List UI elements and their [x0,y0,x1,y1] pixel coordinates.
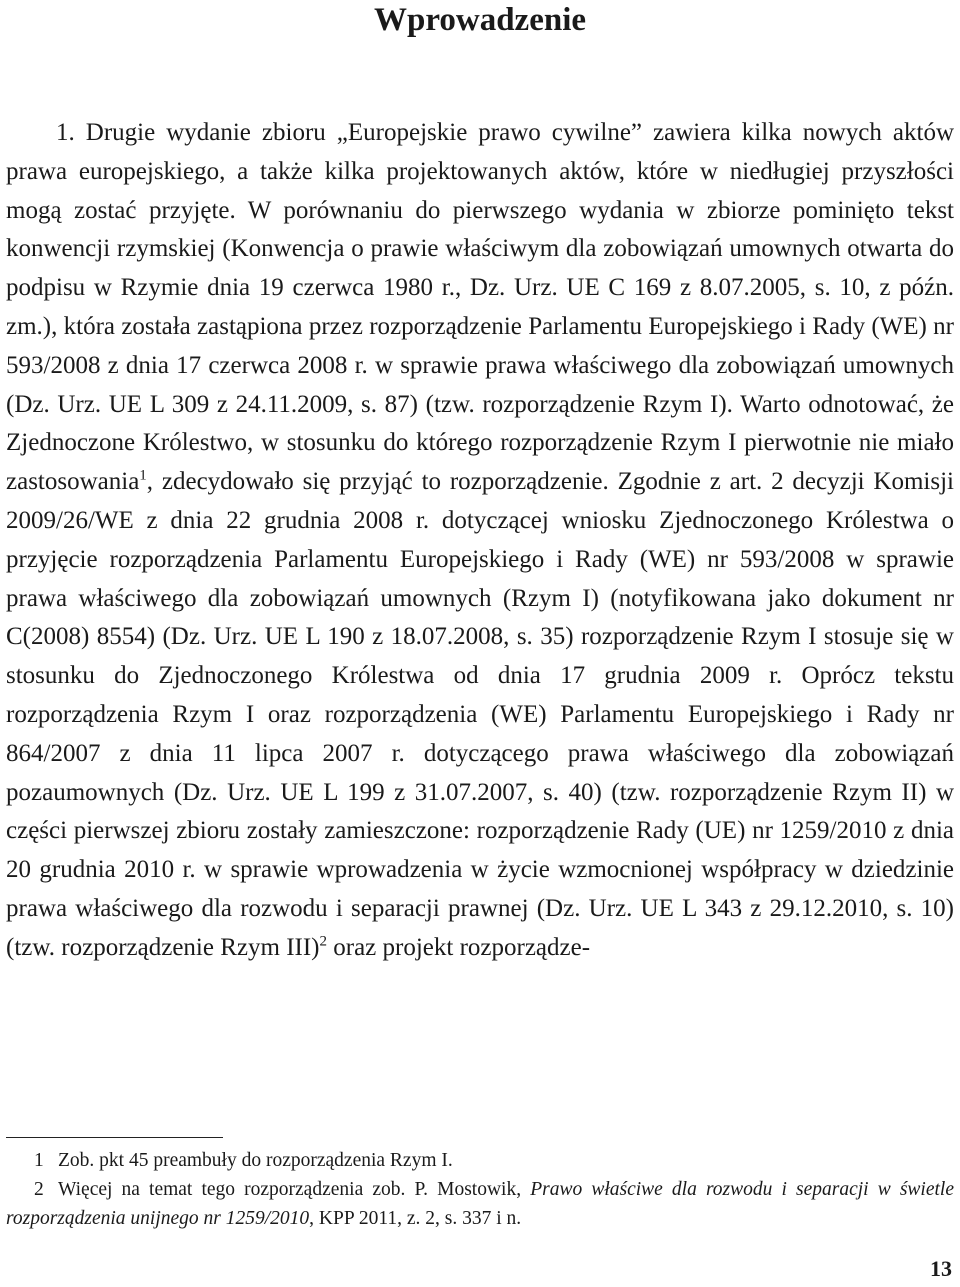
footnote-1 [6,1146,954,1175]
footnote-1-text: Zob. pkt 45 preambuły do rozporządzenia Rzym I. [58,1150,453,1171]
paragraph-text-part-3: oraz projekt rozporządze- [327,933,591,961]
paragraph-text-part-1: Drugie wydanie zbioru „Europejskie prawo cywilne” zawiera kilka nowych aktów prawa europejskiego, a także kilka projektowanych aktów, które w niedługiej przyszłości mogą zostać przyjęte. W porównaniu do pierwszego wydania w zbiorze pominięto tekst konwencji rzymskiej (Konwencja o prawie właściwym dla zobowiązań umownych otwarta do podpisu w Rzymie dnia 19 czerwca 1980 r., Dz. Urz. UE C 169 z 8.07.2005, s. 10, z późn. zm.), która została zastąpiona przez rozporządzenie Parlamentu Europejskiego i Rady (WE) nr 593/2008 z dnia 17 czerwca 2008 r. w sprawie prawa właściwego dla zobowiązań umownych (Dz. Urz. UE L 309 z 24.11.2009, s. 87) (tzw. rozporządzenie Rzym I). Warto odnotować, że Zjednoczone Królestwo, w stosunku do którego rozporządzenie Rzym I pierwotnie nie miało zastosowania [6,119,955,496]
footnote-2 [6,1175,954,1233]
footnote-1-number: 1 [34,1150,44,1171]
footnote-divider [6,1137,223,1138]
page-number: 13 [930,1256,952,1281]
paragraph-text-part-2: , zdecydowało się przyjąć to rozporządzenie. Zgodnie z art. 2 decyzji Komisji 2009/26/WE z dnia 22 grudnia 2008 r. dotyczącej wniosku Zjednoczonego Królestwa o przyjęcie rozporządzenia Parlamentu Europejskiego i Rady (WE) nr 593/2008 w sprawie prawa właściwego dla zobowiązań umownych (Rzym I) (notyfikowana jako dokument nr C(2008) 8554) (Dz. Urz. UE L 190 z 18.07.2008, s. 35) rozporządzenie Rzym I stosuje się w stosunku do Zjednoczonego Królestwa od dnia 17 grudnia 2009 r. Oprócz tekstu rozporządzenia Rzym I oraz rozporządzenia (WE) Parlamentu Europejskiego i Rady nr 864/2007 z dnia 11 lipca 2007 r. dotyczącego prawa właściwego dla zobowiązań pozaumownych (Dz. Urz. UE L 199 z 31.07.2007, s. 40) (tzw. rozporządzenie Rzym II) w części pierwszej zbioru zostały zamieszczone: rozporządzenie Rady (UE) nr 1259/2010 z dnia 20 grudnia 2010 r. w sprawie wprowadzenia w życie wzmocnionej współpracy w dziedzinie prawa właściwego dla rozwodu i separacji prawnej (Dz. Urz. UE L 343 z 29.12.2010, s. 10) (tzw. rozporządzenie Rzym III) [6,468,954,961]
footnote-ref-2[interactable]: 2 [319,933,327,950]
footnote-2-cited-title: Prawo właściwe dla rozwodu i separacji w świetle rozporządzenia unijnego nr 1259/2010 [6,1179,954,1229]
footnote-2-number: 2 [34,1179,44,1200]
footnote-2-citation-end: , KPP 2011, z. 2, s. 337 i n. [309,1208,522,1229]
footnote-ref-1[interactable]: 1 [139,467,147,484]
body-paragraph [6,114,954,968]
footnotes [6,1146,954,1233]
paragraph-number: 1. [56,119,75,146]
footnote-2-text: Więcej na temat tego rozporządzenia zob. P. Mostowik, [58,1179,531,1200]
page-title: Wprowadzenie [373,2,587,38]
